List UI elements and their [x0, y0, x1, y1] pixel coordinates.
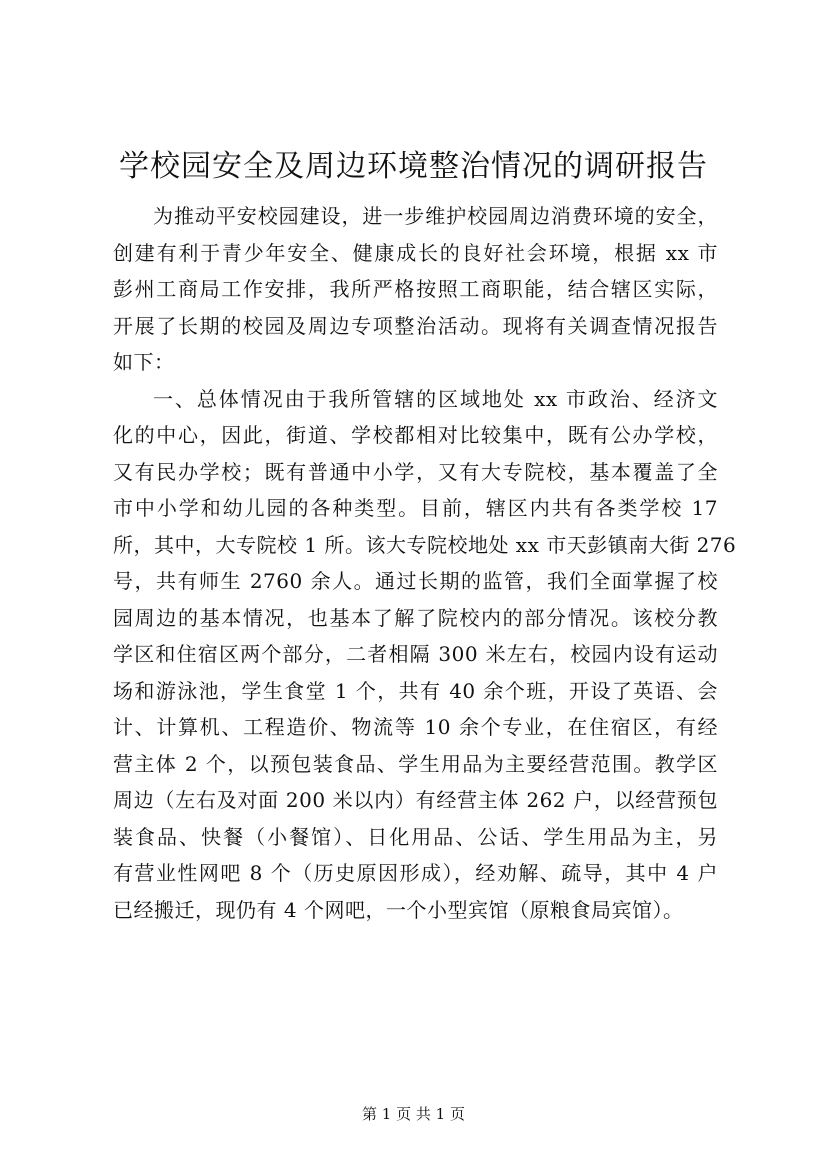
paragraph-1-line: 创建有利于青少年安全、健康成长的良好社会环境，根据 xx 市 — [113, 240, 718, 265]
paragraph-2-line: 又有民办学校；既有普通中小学，又有大专院校，基本覆盖了全 — [113, 459, 718, 484]
paragraph-2-line: 有营业性网吧 8 个（历史原因形成），经劝解、疏导，其中 4 户 — [113, 861, 718, 885]
paragraph-2-line: 周边（左右及对面 200 米以内）有经营主体 262 户，以经营预包 — [113, 788, 718, 812]
paragraph-2-line: 已经搬迁，现仍有 4 个网吧，一个小型宾馆（原粮食局宾馆）。 — [113, 897, 684, 922]
paragraph-2-line: 号，共有师生 2760 余人。通过长期的监管，我们全面掌握了校 — [113, 569, 718, 593]
document-body — [113, 198, 737, 928]
paragraph-2-line: 场和游泳池，学生食堂 1 个，共有 40 余个班，开设了英语、会 — [113, 678, 718, 703]
paragraph-1-line: 如下： — [113, 350, 175, 374]
paragraph-1-line: 开展了长期的校园及周边专项整治活动。现将有关调查情况报告 — [113, 313, 718, 338]
paragraph-2-line: 一、总体情况由于我所管辖的区域地处 xx 市政治、经济文 — [153, 386, 718, 411]
paragraph-2-line: 市中小学和幼儿园的各种类型。目前，辖区内共有各类学校 17 — [113, 496, 718, 520]
paragraph-2-line: 园周边的基本情况，也基本了解了院校内的部分情况。该校分教 — [113, 605, 718, 630]
paragraph-2-line: 所，其中，大专院校 1 所。该大专院校地处 xx 市天彭镇南大街 276 — [113, 532, 737, 557]
paragraph-2-line: 计、计算机、工程造价、物流等 10 余个专业，在住宿区，有经 — [113, 715, 718, 739]
paragraph-1-line: 为推动平安校园建设，进一步维护校园周边消费环境的安全， — [153, 204, 718, 228]
document-title: 学校园安全及周边环境整治情况的调研报告 — [119, 149, 708, 184]
paragraph-2-line: 化的中心，因此，街道、学校都相对比较集中，既有公办学校， — [113, 423, 718, 447]
paragraph-2-line: 装食品、快餐（小餐馆）、日化用品、公话、学生用品为主，另 — [113, 824, 718, 849]
paragraph-1-line: 彭州工商局工作安排，我所严格按照工商职能，结合辖区实际， — [113, 277, 718, 301]
paragraph-2-line: 学区和住宿区两个部分，二者相隔 300 米左右，校园内设有运动 — [113, 642, 718, 666]
paragraph-2-line: 营主体 2 个，以预包装食品、学生用品为主要经营范围。教学区 — [113, 751, 718, 776]
page-number-footer: 第 1 页 共 1 页 — [362, 1105, 465, 1123]
